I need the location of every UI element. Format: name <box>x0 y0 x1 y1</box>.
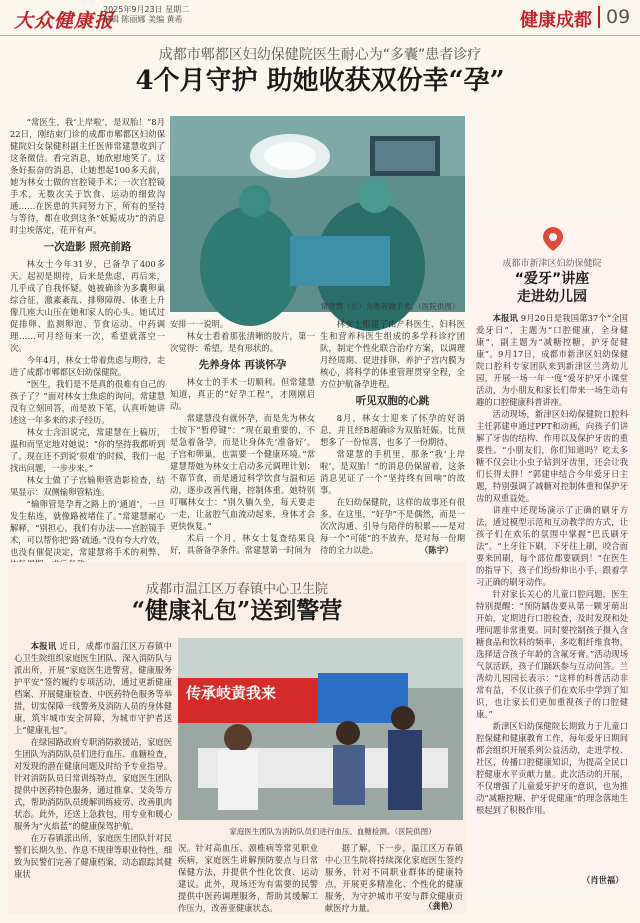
paragraph-text: 9月20日是我国第37个“全国爱牙日”，主题为“口腔健康，全身健康”，副主题为“减糖控糖，护牙促健康”。9月17日，成都市新津区妇幼保健院口腔科专家团队来到新津区兰湾幼儿园，开展一场一年一度“爱牙护牙小课堂活动，为小朋友和家长们带来一场生动有趣的口腔健康科普讲座。 <box>476 313 628 407</box>
aside-title-line: “爱牙”讲座 <box>514 271 590 287</box>
paragraph: “医生，我们是不是真的很难有自己的孩子了？”面对林女士焦虑的询问，常建慧没有立刻回答，而是放下笔，认真听她讲述这一年多来的求子经历。 <box>10 379 165 425</box>
main-byline: （陈宇） <box>420 545 454 555</box>
main-article-title: 4个月守护 助她收获双份幸“孕” <box>135 66 505 96</box>
paragraph: 况。针对高血压、颈椎病等常见职业疾病，家庭医生讲解预防要点与日常保健方法，并提供个性化饮食、运动建议。此外，现场还为有需要的民警提供中医药调理服务，帮助其缓解工作压力，改善亚健康状态。 <box>178 843 318 913</box>
page-number: 09 <box>598 6 630 28</box>
paragraph: 针对家长关心的儿童口腔问题，医生特别提醒：“预防龋齿要从第一颗牙萌出开始，定期进行口腔检查，及时发现和处理问题非常重要。同时要控制孩子摄入含糖食品和饮料的频率，多吃粗纤维食物，选择适合孩子年龄的含氟牙膏。”活动现场气氛活跃，孩子们踊跃参与互动问答。兰湾幼儿园园长表示：“这样的科普活动非常有益，不仅让孩子们在欢乐中学到了知识，也让家长们更加重视孩子的口腔健康。” <box>476 589 628 719</box>
paragraph: 常建慧的手机里，那条“我‘上岸啦’，是双胎！”的消息仍保留着，这条消息见证了一个“坚持终有回响”的故事。 <box>320 449 465 495</box>
main-column-2 <box>170 318 315 556</box>
subheading: 先养身体 再谈怀孕 <box>198 359 287 371</box>
location-pin-icon <box>543 227 563 251</box>
paragraph <box>14 640 172 736</box>
paragraph: 林女士做了子宫输卵管造影检查，结果显示：双侧输卵管粘连。 <box>10 475 165 497</box>
paragraph: 新津区妇幼保健院长期致力于儿童口腔保健和健康教育工作，每年爱牙日期间都会组织开展系列公益活动，走进学校、社区，传播口腔健康知识，为提高全民口腔健康水平贡献力量。此次活动的开展，不仅增强了儿童爱牙护牙的意识，也为推动“减糖控糖、护牙促健康”的理念落地生根起到了积极作用。 <box>476 721 628 815</box>
paragraph: 讲座中还现场演示了正确的刷牙方法，通过模型示范和互动教学的方式，让孩子们在欢乐的氛围中掌握“巴氏刷牙法”。“上牙往下刷，下牙往上刷，咬合面要来回刷，每个部位都要刷到！”在医生的指导下，孩子们纷纷伸出小手，跟着学习正确的刷牙动作。 <box>476 505 628 587</box>
lead-tag: 本报讯 <box>30 641 57 651</box>
subheading: 听见双胞的心跳 <box>355 395 430 407</box>
lower-column-1 <box>14 640 172 912</box>
issue-date: 2025年9月23日 星期二 <box>103 5 190 14</box>
paragraph: 安排一一说明。 <box>170 319 229 329</box>
main-photo-caption: 常建慧（左）为患者做手术。（医院供图） <box>320 302 460 311</box>
lower-article-subtitle: 成都市温江区万春镇中心卫生院 <box>145 582 328 597</box>
paragraph: 今年4月，林女士带着焦虑与期待，走进了成都市郫都区妇幼保健院。 <box>10 355 165 377</box>
paragraph-text: 近日，成都市温江区万春镇中心卫生院组织家庭医生团队、深入消防队与派出所，开展“家庭医生进警营，健康服务护平安”签约履约专项活动，通过更新健康档案、开展健康检查、中医药特色服务等举措，切实保障一线警务及消防人员的身体健康，筑牢城市安全屏障，为城市守护者送上“健康礼包”。 <box>14 641 172 735</box>
paragraph: 据了解，下一步，温江区万春镇中心卫生院将持续深化家庭医生签约服务，针对不同职业群体的健康特点，开展更多精准化、个性化的健康服务，为守护城市平安与群众健康贡献医疗力量。 <box>325 843 463 913</box>
paragraph: 术后一个月，林女士复查结果良好，具备备孕条件。常建慧第一时间为 <box>170 533 315 555</box>
aside-body <box>476 312 628 872</box>
paragraph: “常医生，我‘上岸啦’，是双胎！”8月22日，刚结束门诊的成都市郫都区妇幼保健院妇女保健科副主任医师常建慧收到了这条微信。看完消息，她欣慰地笑了。这条好振奋的消息，让她想起100多天前，她为林女士做的宫腔镜手术；一次宫腔镜手术，无数次关于饮食、运动的细致沟通……在医患的共同努力下，所有的坚持与等待，都在收到这条“妖娠成功”的消息时尘埃落定，花开有声。 <box>10 117 165 235</box>
aside-byline: （肖世福） <box>582 875 624 885</box>
paragraph: 林女士看着那张清晰的胶片，第一次觉得：希望，是有形状的。 <box>170 331 315 353</box>
paragraph: 林女士的手术一切顺利。但常建慧知道，真正的“好孕工程”，才刚刚启动。 <box>170 377 315 411</box>
page-header <box>0 0 640 36</box>
main-column-1 <box>10 116 165 556</box>
lower-column-2 <box>178 842 318 912</box>
issue-meta <box>103 5 189 25</box>
lead-tag: 本报讯 <box>492 313 518 323</box>
paragraph <box>476 312 628 408</box>
aside-title <box>472 270 632 306</box>
paragraph: 林女士今年31岁，已备孕了400多天。起初是期待，后来是焦虑，再后来，几乎成了自我怀疑。她被确诊为多囊卵巢综合征，激素紊乱、排卵障碍、体重上升像几座大山压在她和家人的心头。她试过促排卵、监测卵泡、节食运动、中药调理……可月经每来一次，希望就落空一次。 <box>10 259 165 353</box>
main-article-subtitle: 成都市郫都区妇幼保健院医生耐心为“多囊”患者诊疗 <box>158 47 482 63</box>
paragraph: 8月，林女士迎来了怀孕的好消息，并且经B超确诊为双胎妊娠。比预想多了一份惊喜，也多了一份期待。 <box>320 413 465 447</box>
paragraph: 活动现场，新津区妇幼保健院口腔科主任郭建申通过PPT和动画，向孩子们讲解了牙齿的结构、作用以及保护牙齿的重要性。“小朋友们，你们知道吗？吃太多糖不仅会让小虫子钻到牙齿里，还会让我们长得太胖！”郭建申结合今年爱牙日主题，特别强调了减糖对控制体重和保护牙齿的双重益处。 <box>476 409 628 503</box>
health-check-photo <box>178 638 463 820</box>
surgery-photo <box>170 116 465 312</box>
aside-subtitle: 成都市新津区妇幼保健院 <box>502 259 602 269</box>
newspaper-logo: 大众健康报 <box>14 10 115 32</box>
paragraph: 在妇幼保健院，这样的故事还有很多。在这里，“好孕”不是偶然，而是一次次沟通、引导与陪伴的积累——是对每一个“可能”的不放弃，是对每一份期待的全力以赴。 <box>320 497 465 555</box>
aside-title-line: 走进幼儿园 <box>517 289 587 305</box>
section-name: 健康成都 <box>520 10 592 31</box>
lower-byline: （龚艳） <box>424 901 458 911</box>
banner-text: 传承岐黄我来 <box>186 684 277 702</box>
editor-line: 编辑 陈丽娜 美编 黄希 <box>103 15 183 24</box>
lower-photo-caption: 家庭医生团队为消防队员们进行血压、血糖检测。（医院供图） <box>229 827 436 836</box>
subheading: 一次造影 照亮前路 <box>43 241 132 253</box>
paragraph: 林女士组建了由产科医生、妇科医生和营养科医生组成的多学科诊疗团队，制定个性化联合治疗方案，以调理月经周期、促进排卵、养护子宫内膜为核心，将科学的体重管理贯穿全程，全方位护航备孕进程。 <box>320 319 465 389</box>
paragraph: “输卵管是孕育之路上的‘通道’，一旦发生粘连，就像路被堵住了。”常建慧耐心解释，“别担心，我们有办法——宫腔镜手术，可以帮你把‘路’疏通。”没有夸大疗效，也没有催促决定，常建慧将手术的利弊、 <box>10 499 165 557</box>
paragraph: 林女士含泪说完，常建慧在上稿历，温和而坚定地对她说：“你的坚持我都听到了。现在还不到说‘很难’的时候，我们一起找出问题，一步步来。” <box>10 427 165 473</box>
paragraph: 在绿园路政府专职消防救援站，家庭医生团队为消防队员们进行血压、血糖检查，对发现的潜在健康问题及时给予专业指导。针对消防队员日常训练特点，家庭医生团队提供中医药特色服务，通过推拿、艾灸等方式，帮助消防队员缓解训练疲劳、改善肌肉状态。此外，还送上急救包，用专业和暖心服务为“火焰蓝”的健康保驾护航。 <box>14 737 172 831</box>
paragraph: 在万春镇派出所，家庭医生团队针对民警们长期久坐、作息不规律等职业特性，细致为民警们完善了健康档案，动态跟踪其健康状 <box>14 833 172 879</box>
paragraph: 常建慧没有就怀孕，而是先为林女士按下“暂停键”：“现在最重要的，不是急着备孕，而是让身体先‘准备好’。子宫和卵巢，也需要一个健康环境。”常建慧帮她为林女士启动多元调理计划：不靠节食，而是通过科学饮食与温和运动，逐步改善代谢，控制体重。她特别叮嘱林女士：“别久躺久坐，每天要走一走，让盆腔气血流动起来，身体才会更快恢复。” <box>170 413 315 531</box>
lower-article-title: “健康礼包”送到警营 <box>131 597 343 624</box>
